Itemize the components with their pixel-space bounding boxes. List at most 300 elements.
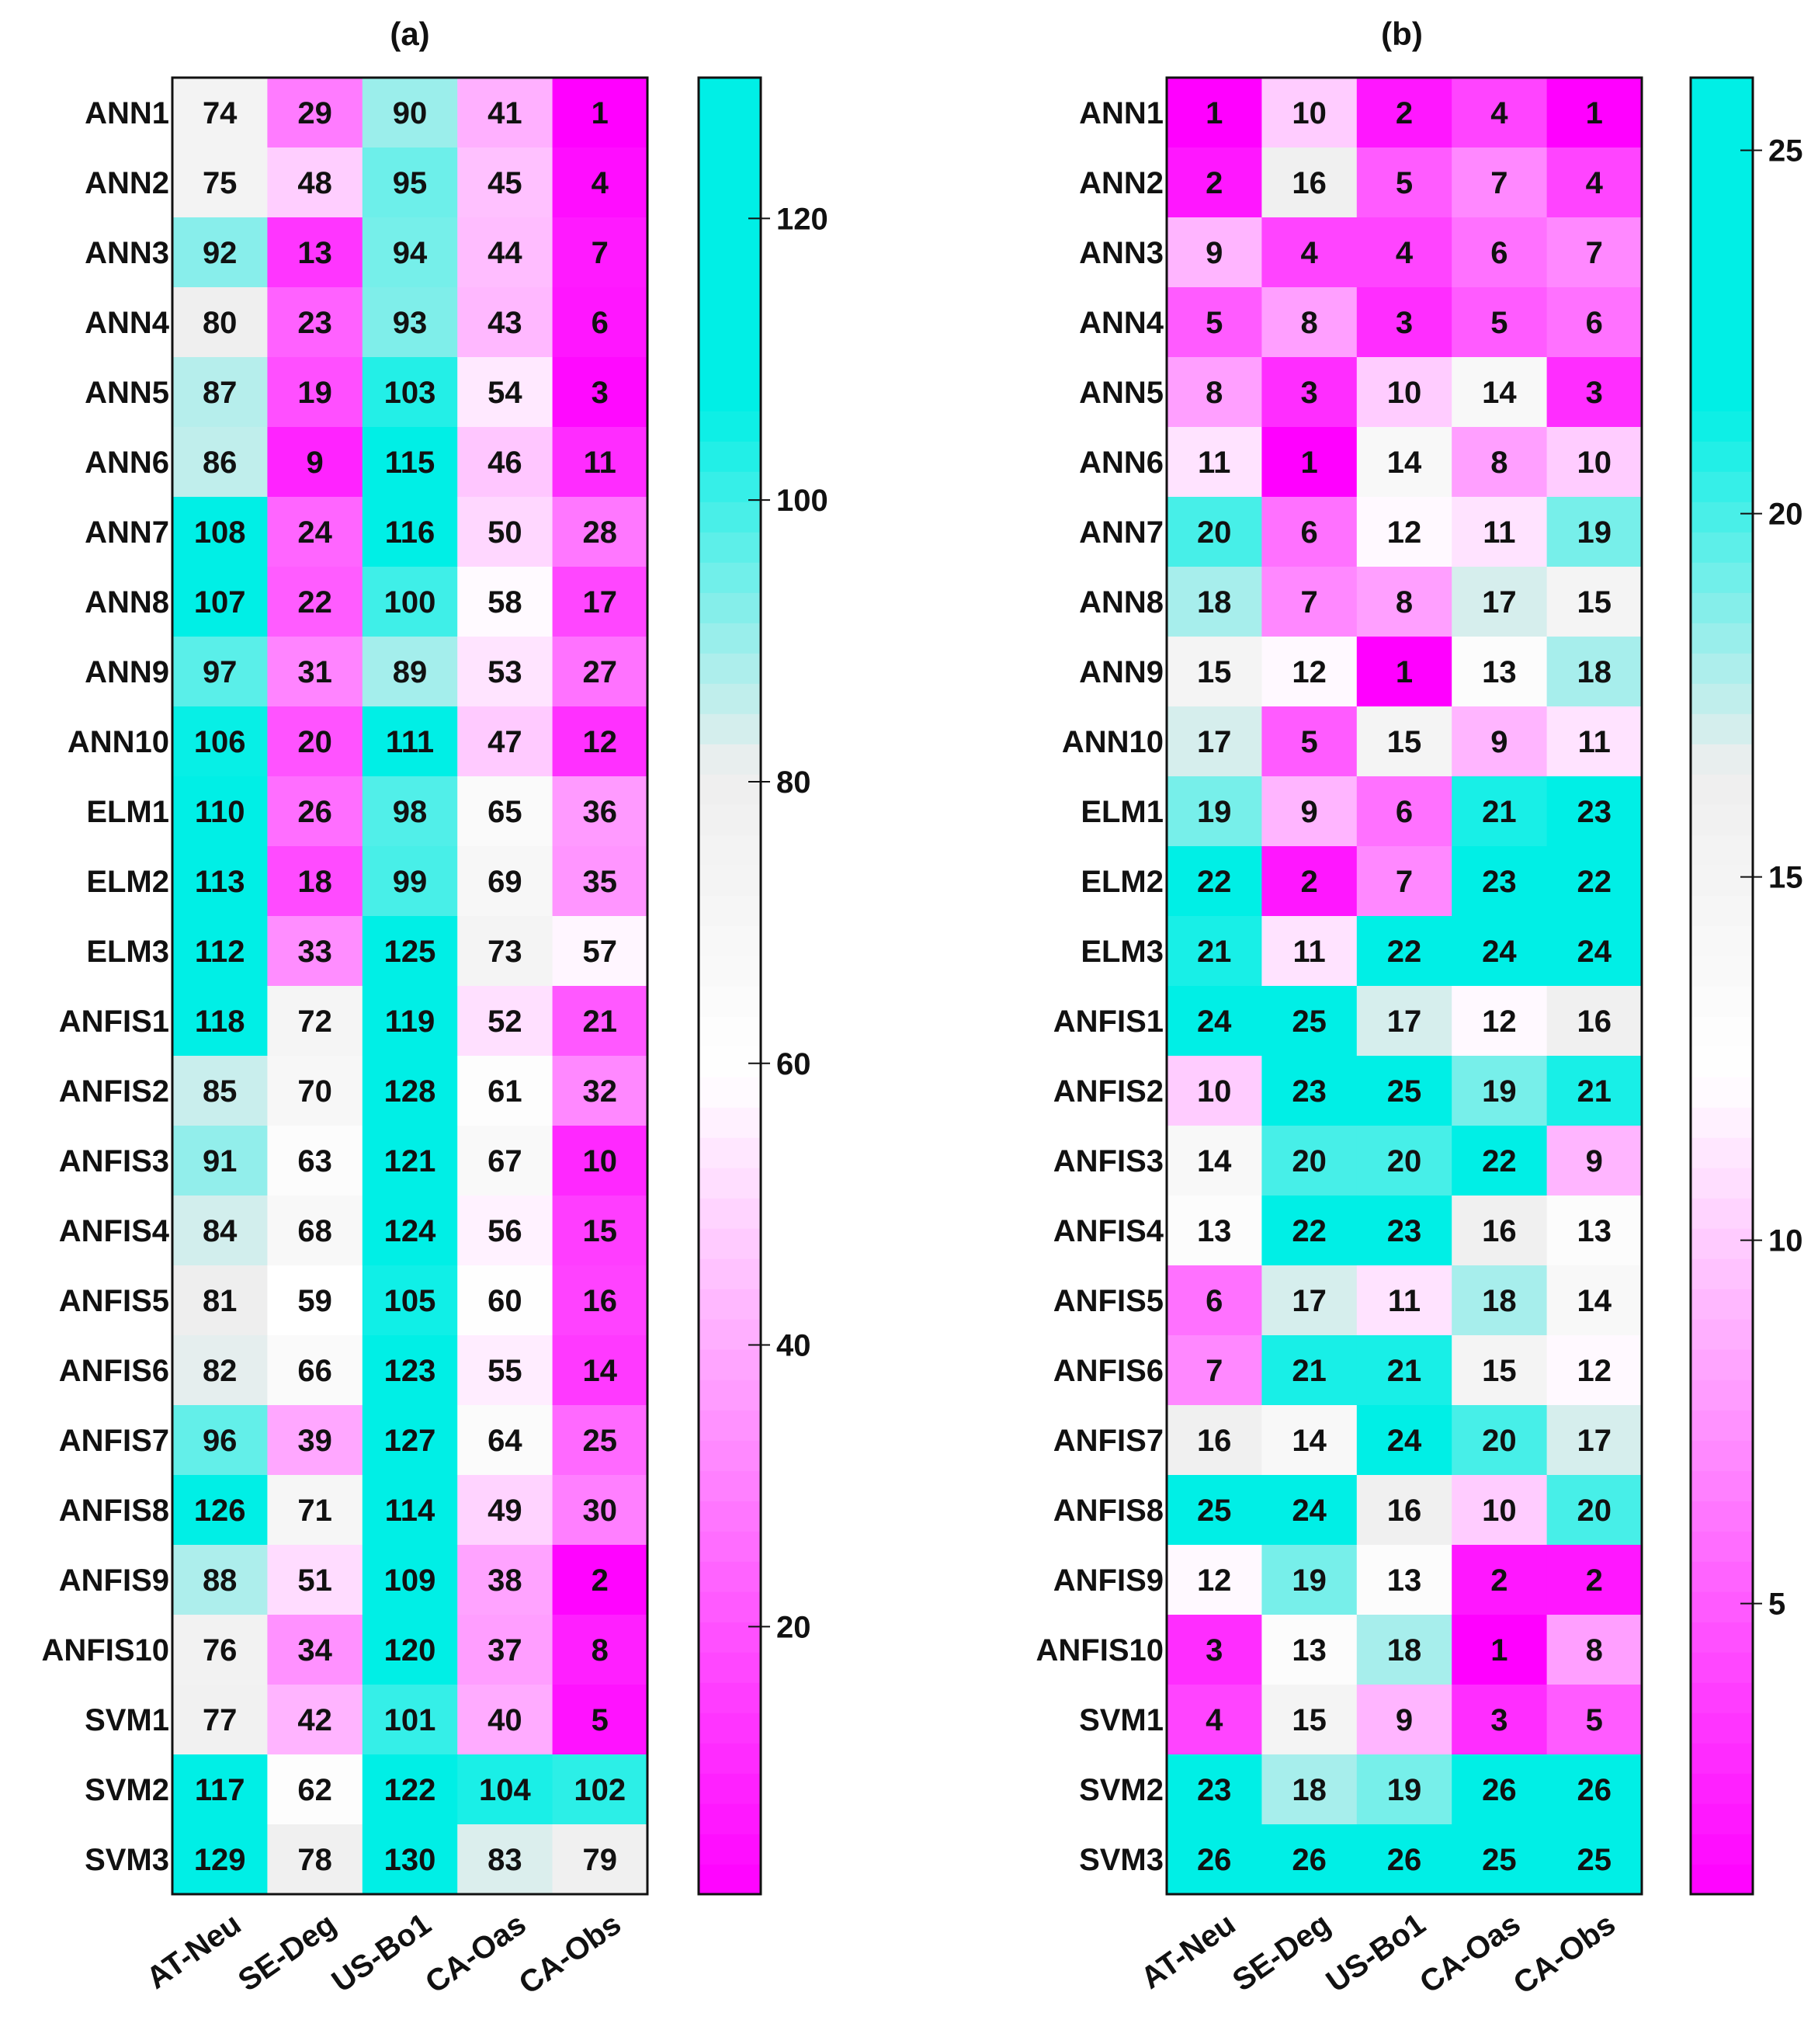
cell-value-label: 126 bbox=[193, 1494, 246, 1528]
colorbar-swatch bbox=[1691, 229, 1753, 260]
cell-value-label: 11 bbox=[1387, 1284, 1421, 1318]
cell-value-label: 13 bbox=[1196, 1214, 1232, 1248]
colorbar-swatch bbox=[699, 1289, 761, 1320]
cell-value-label: 14 bbox=[1577, 1284, 1612, 1318]
cell-value-label: 94 bbox=[392, 236, 428, 270]
colorbar-swatch bbox=[699, 1046, 761, 1078]
cell-value-label: 111 bbox=[385, 725, 435, 759]
row-label: ANFIS7 bbox=[1053, 1424, 1164, 1458]
cell-value-label: 24 bbox=[1292, 1494, 1327, 1528]
cell-value-label: 16 bbox=[582, 1284, 618, 1318]
colorbar-tick-label: 15 bbox=[1768, 860, 1803, 895]
colorbar-swatch bbox=[1691, 1440, 1753, 1471]
row-label: ANFIS2 bbox=[1053, 1074, 1164, 1109]
row-label: ANN4 bbox=[85, 306, 169, 340]
colorbar-tick-label: 10 bbox=[1768, 1223, 1803, 1258]
cell-value-label: 1 bbox=[1395, 655, 1414, 689]
colorbar-swatch bbox=[699, 108, 761, 139]
cell-value-label: 5 bbox=[1206, 306, 1223, 340]
colorbar-swatch bbox=[699, 1168, 761, 1199]
cell-value-label: 87 bbox=[202, 376, 238, 410]
row-label: ANFIS6 bbox=[58, 1354, 169, 1388]
colorbar-swatch bbox=[699, 471, 761, 502]
colorbar-swatch bbox=[699, 895, 761, 926]
cell-value-label: 20 bbox=[1482, 1424, 1517, 1458]
colorbar-swatch bbox=[699, 78, 761, 109]
colorbar-swatch bbox=[699, 1591, 761, 1622]
cell-value-label: 72 bbox=[297, 1005, 332, 1039]
colorbar-swatch bbox=[699, 774, 761, 805]
cell-value-label: 19 bbox=[1292, 1563, 1327, 1598]
cell-value-label: 25 bbox=[1196, 1494, 1232, 1528]
colorbar-swatch bbox=[699, 1803, 761, 1834]
cell-value-label: 51 bbox=[297, 1563, 332, 1598]
cell-value-label: 31 bbox=[297, 655, 332, 689]
row-label: ANFIS3 bbox=[58, 1144, 169, 1178]
heatmap-panel-a bbox=[42, 16, 828, 2001]
row-label: ANFIS5 bbox=[1053, 1284, 1164, 1318]
cell-value-label: 115 bbox=[384, 446, 435, 480]
row-label: SVM1 bbox=[1079, 1703, 1164, 1737]
colorbar-swatch bbox=[1691, 1016, 1753, 1047]
cell-value-label: 102 bbox=[574, 1773, 626, 1807]
cell-value-label: 44 bbox=[487, 236, 522, 270]
colorbar-swatch bbox=[699, 411, 761, 442]
cell-value-label: 4 bbox=[1490, 96, 1508, 130]
cell-value-label: 24 bbox=[1196, 1005, 1232, 1039]
cell-value-label: 21 bbox=[1386, 1354, 1422, 1388]
row-label: ANN10 bbox=[1061, 725, 1164, 759]
colorbar-swatch bbox=[1691, 1834, 1753, 1865]
cell-value-label: 15 bbox=[1196, 655, 1232, 689]
colorbar-tick-label: 25 bbox=[1768, 134, 1803, 168]
cell-value-label: 123 bbox=[383, 1354, 436, 1388]
colorbar-tick-label: 40 bbox=[776, 1328, 811, 1363]
colorbar-swatch bbox=[699, 138, 761, 169]
cell-value-label: 66 bbox=[297, 1354, 332, 1388]
cell-value-label: 21 bbox=[1196, 935, 1232, 969]
cell-value-label: 8 bbox=[1300, 306, 1318, 340]
colorbar-swatch bbox=[1691, 1773, 1753, 1804]
colorbar-tick-label: 5 bbox=[1768, 1587, 1786, 1622]
cell-value-label: 41 bbox=[487, 96, 522, 130]
cell-value-label: 18 bbox=[1577, 655, 1612, 689]
cell-value-label: 82 bbox=[202, 1354, 238, 1388]
colorbar-swatch bbox=[699, 592, 761, 623]
cell-value-label: 19 bbox=[297, 376, 332, 410]
colorbar-swatch bbox=[1691, 168, 1753, 200]
cell-value-label: 60 bbox=[487, 1284, 522, 1318]
colorbar-tick-label: 80 bbox=[776, 765, 811, 800]
cell-value-label: 15 bbox=[1482, 1354, 1517, 1388]
cell-value-label: 45 bbox=[487, 166, 522, 200]
cell-value-label: 26 bbox=[1482, 1773, 1517, 1807]
cell-value-label: 88 bbox=[202, 1563, 238, 1598]
cell-value-label: 40 bbox=[487, 1703, 522, 1737]
cell-value-label: 23 bbox=[1292, 1074, 1327, 1109]
colorbar-swatch bbox=[1691, 290, 1753, 321]
colorbar-swatch bbox=[1691, 925, 1753, 956]
row-label: SVM2 bbox=[85, 1773, 169, 1807]
colorbar-swatch bbox=[699, 1773, 761, 1804]
cell-value-label: 2 bbox=[1490, 1563, 1508, 1598]
cell-value-label: 38 bbox=[487, 1563, 522, 1598]
cell-value-label: 17 bbox=[1292, 1284, 1327, 1318]
cell-value-label: 116 bbox=[384, 515, 435, 550]
colorbar-swatch bbox=[699, 1743, 761, 1774]
colorbar-swatch bbox=[1691, 1198, 1753, 1229]
cell-value-label: 23 bbox=[1577, 795, 1612, 829]
column-label: SE-Deg bbox=[1226, 1907, 1337, 1998]
cell-value-label: 15 bbox=[1292, 1703, 1327, 1737]
column-label: CA-Oas bbox=[419, 1907, 533, 2001]
colorbar-swatch bbox=[1691, 744, 1753, 775]
colorbar-tick-label: 100 bbox=[776, 484, 828, 519]
colorbar-swatch bbox=[1691, 259, 1753, 290]
cell-value-label: 129 bbox=[193, 1843, 246, 1877]
colorbar-swatch bbox=[699, 623, 761, 654]
cell-value-label: 97 bbox=[202, 655, 238, 689]
cell-value-label: 86 bbox=[202, 446, 238, 480]
row-label: ANN5 bbox=[1079, 376, 1164, 410]
column-label: US-Bo1 bbox=[325, 1907, 438, 2000]
cell-value-label: 47 bbox=[487, 725, 522, 759]
cell-value-label: 10 bbox=[1577, 446, 1612, 480]
cell-value-label: 1 bbox=[1206, 96, 1223, 130]
column-label: SE-Deg bbox=[232, 1907, 342, 1998]
colorbar-swatch bbox=[699, 1137, 761, 1168]
cell-value-label: 96 bbox=[202, 1424, 238, 1458]
cell-value-label: 17 bbox=[1482, 585, 1517, 619]
cell-value-label: 10 bbox=[1196, 1074, 1232, 1109]
cell-value-label: 1 bbox=[1585, 96, 1603, 130]
cell-value-label: 27 bbox=[582, 655, 618, 689]
panel-title-a: (a) bbox=[390, 16, 430, 52]
cell-value-label: 15 bbox=[1386, 725, 1422, 759]
cell-value-label: 2 bbox=[591, 1563, 609, 1598]
colorbar-swatch bbox=[699, 380, 761, 411]
cell-value-label: 119 bbox=[384, 1005, 435, 1039]
cell-value-label: 24 bbox=[1386, 1424, 1422, 1458]
row-label: ANFIS4 bbox=[58, 1214, 169, 1248]
cell-value-label: 84 bbox=[202, 1214, 238, 1248]
colorbar-swatch bbox=[1691, 956, 1753, 987]
cell-value-label: 98 bbox=[392, 795, 428, 829]
cell-value-label: 8 bbox=[1585, 1633, 1603, 1667]
cell-value-label: 18 bbox=[1196, 585, 1232, 619]
cell-value-label: 91 bbox=[202, 1144, 238, 1178]
cell-value-label: 11 bbox=[1292, 935, 1326, 969]
colorbar-swatch bbox=[699, 1107, 761, 1138]
cell-value-label: 16 bbox=[1292, 166, 1327, 200]
cell-value-label: 21 bbox=[1292, 1354, 1327, 1388]
cell-value-label: 22 bbox=[1196, 865, 1232, 899]
cell-value-label: 7 bbox=[591, 236, 609, 270]
heatmap-cells-a bbox=[172, 78, 648, 1895]
cell-value-label: 125 bbox=[383, 935, 436, 969]
colorbar-swatch bbox=[1691, 986, 1753, 1017]
cell-value-label: 33 bbox=[297, 935, 332, 969]
cell-value-label: 20 bbox=[1577, 1494, 1612, 1528]
row-label: ANN7 bbox=[1079, 515, 1164, 550]
row-label: ANFIS8 bbox=[58, 1494, 169, 1528]
cell-value-label: 1 bbox=[1300, 446, 1318, 480]
row-label: ANFIS4 bbox=[1053, 1214, 1164, 1248]
cell-value-label: 118 bbox=[194, 1005, 245, 1039]
colorbar-tick-label: 20 bbox=[776, 1610, 811, 1645]
cell-value-label: 108 bbox=[193, 515, 246, 550]
cell-value-label: 25 bbox=[582, 1424, 618, 1458]
row-label: ANFIS10 bbox=[41, 1633, 169, 1667]
cell-value-label: 127 bbox=[383, 1424, 436, 1458]
cell-value-label: 3 bbox=[1395, 306, 1414, 340]
row-label: ANN2 bbox=[1079, 166, 1164, 200]
row-label: ANN3 bbox=[1079, 236, 1164, 270]
colorbar-swatch bbox=[699, 1379, 761, 1411]
colorbar-swatch bbox=[699, 1258, 761, 1289]
colorbar-swatch bbox=[1691, 380, 1753, 411]
cell-value-label: 12 bbox=[1386, 515, 1422, 550]
cell-value-label: 7 bbox=[1490, 166, 1508, 200]
cell-value-label: 3 bbox=[1585, 376, 1603, 410]
cell-value-label: 128 bbox=[383, 1074, 436, 1109]
row-label: ANFIS1 bbox=[58, 1005, 169, 1039]
colorbar-swatch bbox=[699, 744, 761, 775]
colorbar-swatch bbox=[1691, 199, 1753, 230]
colorbar-swatch bbox=[699, 441, 761, 472]
cell-value-label: 23 bbox=[1196, 1773, 1232, 1807]
colorbar-swatch bbox=[699, 1531, 761, 1562]
colorbar-swatch bbox=[1691, 1743, 1753, 1774]
colorbar-swatch bbox=[1691, 1531, 1753, 1562]
cell-value-label: 6 bbox=[1585, 306, 1603, 340]
colorbar-swatch bbox=[1691, 78, 1753, 109]
colorbar-swatch bbox=[1691, 895, 1753, 926]
cell-value-label: 12 bbox=[1577, 1354, 1612, 1388]
column-label: CA-Obs bbox=[1507, 1907, 1622, 2001]
cell-value-label: 2 bbox=[1395, 96, 1414, 130]
cell-value-label: 11 bbox=[1483, 515, 1516, 550]
cell-value-label: 52 bbox=[487, 1005, 522, 1039]
cell-value-label: 107 bbox=[193, 585, 246, 619]
cell-value-label: 105 bbox=[383, 1284, 436, 1318]
colorbar-swatch bbox=[699, 1410, 761, 1441]
cell-value-label: 43 bbox=[487, 306, 522, 340]
colorbar-swatch bbox=[1691, 1501, 1753, 1532]
colorbar-swatch bbox=[1691, 1349, 1753, 1380]
cell-value-label: 39 bbox=[297, 1424, 332, 1458]
column-label: CA-Obs bbox=[512, 1907, 628, 2001]
colorbar-swatch bbox=[1691, 804, 1753, 835]
cell-value-label: 20 bbox=[1292, 1144, 1327, 1178]
cell-value-label: 29 bbox=[297, 96, 332, 130]
cell-value-label: 34 bbox=[297, 1633, 332, 1667]
cell-value-label: 10 bbox=[1482, 1494, 1517, 1528]
cell-value-label: 89 bbox=[392, 655, 428, 689]
cell-value-label: 17 bbox=[1196, 725, 1232, 759]
cell-value-label: 3 bbox=[591, 376, 609, 410]
cell-value-label: 15 bbox=[582, 1214, 618, 1248]
cell-value-label: 14 bbox=[582, 1354, 618, 1388]
colorbar-swatch bbox=[699, 653, 761, 684]
cell-value-label: 48 bbox=[297, 166, 332, 200]
colorbar-swatch bbox=[699, 1864, 761, 1895]
cell-value-label: 17 bbox=[1386, 1005, 1422, 1039]
cell-value-label: 6 bbox=[1300, 515, 1318, 550]
cell-value-label: 6 bbox=[1206, 1284, 1223, 1318]
cell-value-label: 4 bbox=[1300, 236, 1318, 270]
row-label: ANN8 bbox=[1079, 585, 1164, 619]
colorbar-swatch bbox=[1691, 1289, 1753, 1320]
colorbar-swatch bbox=[699, 835, 761, 866]
cell-value-label: 15 bbox=[1577, 585, 1612, 619]
cell-value-label: 121 bbox=[383, 1144, 436, 1178]
cell-value-label: 110 bbox=[194, 795, 245, 829]
cell-value-label: 18 bbox=[297, 865, 332, 899]
row-label: ANN6 bbox=[1079, 446, 1164, 480]
colorbar-tick-label: 20 bbox=[1768, 497, 1803, 532]
colorbar-swatch bbox=[699, 1713, 761, 1744]
row-label: SVM1 bbox=[85, 1703, 169, 1737]
cell-value-label: 103 bbox=[383, 376, 436, 410]
cell-value-label: 26 bbox=[1386, 1843, 1422, 1877]
cell-value-label: 19 bbox=[1196, 795, 1232, 829]
row-label: ANN4 bbox=[1079, 306, 1164, 340]
cell-value-label: 83 bbox=[487, 1843, 522, 1877]
cell-value-label: 25 bbox=[1386, 1074, 1422, 1109]
cell-value-label: 18 bbox=[1292, 1773, 1327, 1807]
column-label: AT-Neu bbox=[1134, 1907, 1242, 1996]
cell-value-label: 14 bbox=[1386, 446, 1422, 480]
cell-value-label: 1 bbox=[1490, 1633, 1508, 1667]
colorbar-swatch bbox=[699, 532, 761, 563]
colorbar-swatch bbox=[699, 1077, 761, 1108]
colorbar-swatch bbox=[699, 259, 761, 290]
cell-value-label: 112 bbox=[194, 935, 245, 969]
cell-value-label: 21 bbox=[582, 1005, 618, 1039]
cell-value-label: 8 bbox=[1395, 585, 1414, 619]
panel-title-b: (b) bbox=[1381, 16, 1423, 52]
cell-value-label: 4 bbox=[1395, 236, 1414, 270]
cell-value-label: 70 bbox=[297, 1074, 332, 1109]
cell-value-label: 58 bbox=[487, 585, 522, 619]
colorbar-swatch bbox=[1691, 1410, 1753, 1441]
column-label: CA-Oas bbox=[1414, 1907, 1527, 2001]
colorbar-swatch bbox=[1691, 471, 1753, 502]
cell-value-label: 25 bbox=[1292, 1005, 1327, 1039]
cell-value-label: 55 bbox=[487, 1354, 522, 1388]
cell-value-label: 26 bbox=[1577, 1773, 1612, 1807]
cell-value-label: 5 bbox=[1585, 1703, 1603, 1737]
cell-value-label: 19 bbox=[1482, 1074, 1517, 1109]
cell-value-label: 53 bbox=[487, 655, 522, 689]
colorbar-swatch bbox=[1691, 1258, 1753, 1289]
colorbar-swatch bbox=[1691, 1652, 1753, 1683]
cell-value-label: 8 bbox=[1206, 376, 1223, 410]
colorbar-swatch bbox=[1691, 1046, 1753, 1078]
cell-value-label: 13 bbox=[1386, 1563, 1422, 1598]
cell-value-label: 109 bbox=[383, 1563, 436, 1598]
row-label: ELM2 bbox=[86, 865, 169, 899]
row-label: ANN6 bbox=[85, 446, 169, 480]
cell-value-label: 22 bbox=[1292, 1214, 1327, 1248]
colorbar-swatch bbox=[699, 199, 761, 230]
cell-value-label: 12 bbox=[1482, 1005, 1517, 1039]
colorbar-swatch bbox=[699, 1349, 761, 1380]
cell-value-label: 21 bbox=[1482, 795, 1517, 829]
cell-value-label: 113 bbox=[194, 865, 245, 899]
cell-value-label: 99 bbox=[392, 865, 428, 899]
cell-value-label: 22 bbox=[297, 585, 332, 619]
colorbar-swatch bbox=[1691, 108, 1753, 139]
cell-value-label: 11 bbox=[583, 446, 616, 480]
cell-value-label: 124 bbox=[383, 1214, 436, 1248]
cell-value-label: 56 bbox=[487, 1214, 522, 1248]
cell-value-label: 5 bbox=[591, 1703, 609, 1737]
cell-value-label: 24 bbox=[297, 515, 332, 550]
cell-value-label: 1 bbox=[591, 96, 609, 130]
colorbar-swatch bbox=[1691, 1379, 1753, 1411]
cell-value-label: 117 bbox=[194, 1773, 245, 1807]
colorbar-swatch bbox=[699, 562, 761, 593]
row-label: ELM1 bbox=[1081, 795, 1164, 829]
cell-value-label: 74 bbox=[202, 96, 238, 130]
row-label: ANN8 bbox=[85, 585, 169, 619]
cell-value-label: 13 bbox=[1577, 1214, 1612, 1248]
cell-value-label: 7 bbox=[1206, 1354, 1223, 1388]
cell-value-label: 35 bbox=[582, 865, 618, 899]
cell-value-label: 4 bbox=[591, 166, 609, 200]
colorbar-swatch bbox=[1691, 441, 1753, 472]
cell-value-label: 62 bbox=[297, 1773, 332, 1807]
cell-value-label: 100 bbox=[383, 585, 436, 619]
colorbar-tick-label: 60 bbox=[776, 1046, 811, 1081]
colorbar-swatch bbox=[1691, 713, 1753, 744]
cell-value-label: 65 bbox=[487, 795, 522, 829]
colorbar-swatch bbox=[1691, 1168, 1753, 1199]
colorbar-swatch bbox=[1691, 683, 1753, 714]
cell-value-label: 64 bbox=[487, 1424, 522, 1458]
cell-value-label: 81 bbox=[202, 1284, 238, 1318]
cell-value-label: 20 bbox=[1386, 1144, 1422, 1178]
cell-value-label: 16 bbox=[1482, 1214, 1517, 1248]
cell-value-label: 37 bbox=[487, 1633, 522, 1667]
colorbar-swatch bbox=[1691, 774, 1753, 805]
colorbar-swatch bbox=[699, 986, 761, 1017]
row-label: ANFIS3 bbox=[1053, 1144, 1164, 1178]
cell-value-label: 12 bbox=[582, 725, 618, 759]
colorbar-swatch bbox=[699, 1016, 761, 1047]
cell-value-label: 13 bbox=[1292, 1633, 1327, 1667]
cell-value-label: 5 bbox=[1300, 725, 1318, 759]
colorbar-swatch bbox=[699, 1198, 761, 1229]
cell-value-label: 63 bbox=[297, 1144, 332, 1178]
colorbar-swatch bbox=[1691, 1107, 1753, 1138]
colorbar-swatch bbox=[699, 925, 761, 956]
colorbar-swatch bbox=[1691, 1622, 1753, 1653]
cell-value-label: 61 bbox=[487, 1074, 522, 1109]
cell-value-label: 8 bbox=[1490, 446, 1508, 480]
cell-value-label: 5 bbox=[1490, 306, 1508, 340]
cell-value-label: 10 bbox=[1386, 376, 1422, 410]
row-label: ANFIS7 bbox=[58, 1424, 169, 1458]
cell-value-label: 18 bbox=[1482, 1284, 1517, 1318]
colorbar-swatch bbox=[1691, 865, 1753, 896]
colorbar-swatch bbox=[1691, 1319, 1753, 1350]
cell-value-label: 101 bbox=[383, 1703, 436, 1737]
cell-value-label: 76 bbox=[202, 1633, 238, 1667]
cell-value-label: 26 bbox=[1292, 1843, 1327, 1877]
